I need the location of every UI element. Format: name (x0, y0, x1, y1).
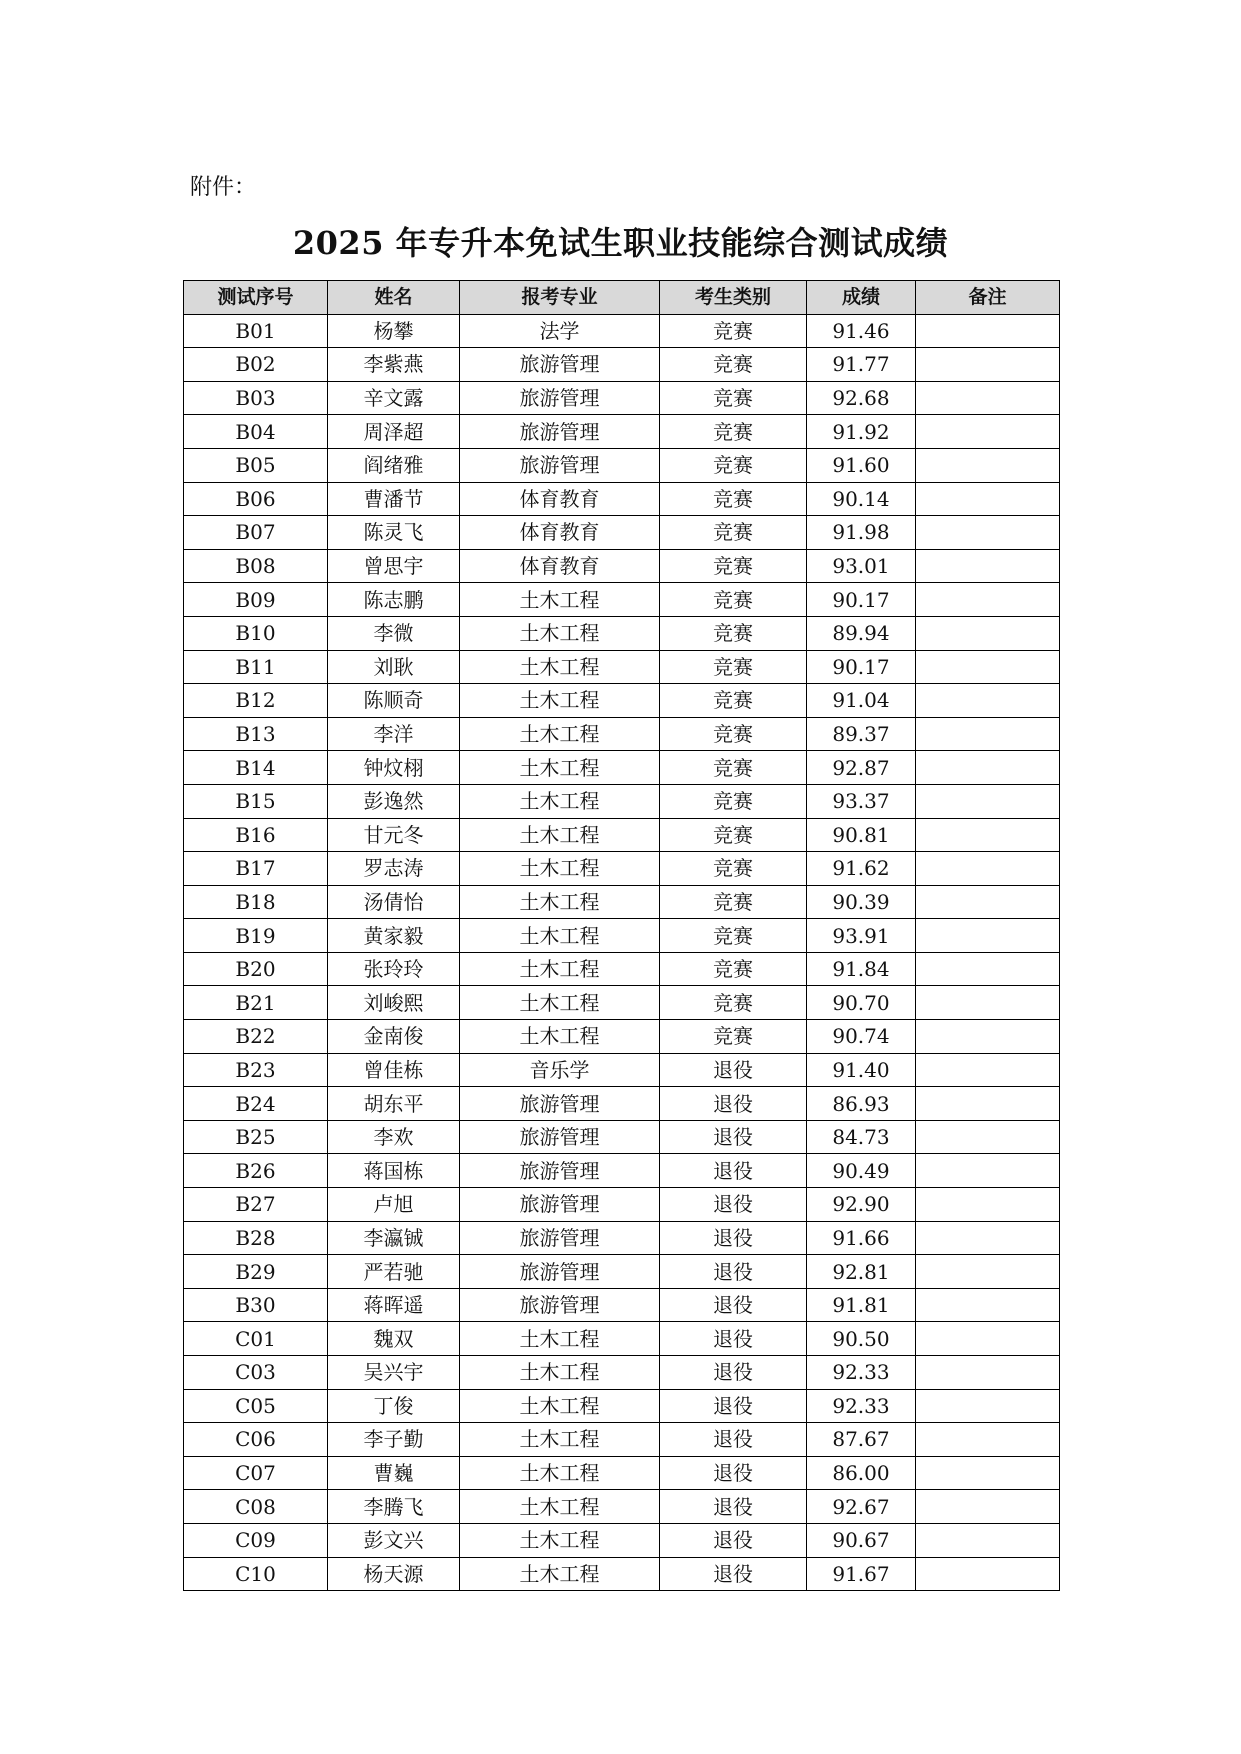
remarks-cell (916, 1423, 1060, 1457)
major-cell: 旅游管理 (460, 448, 660, 482)
test-number-cell: B05 (184, 448, 328, 482)
category-cell: 退役 (660, 1356, 807, 1390)
remarks-cell (916, 516, 1060, 550)
major-cell: 旅游管理 (460, 415, 660, 449)
score-cell: 92.33 (807, 1389, 916, 1423)
score-cell: 91.92 (807, 415, 916, 449)
test-number-cell: B04 (184, 415, 328, 449)
table-body (184, 314, 1060, 1591)
category-cell: 竞赛 (660, 717, 807, 751)
remarks-cell (916, 1087, 1060, 1121)
category-cell: 竞赛 (660, 650, 807, 684)
major-cell: 体育教育 (460, 482, 660, 516)
score-cell: 90.70 (807, 986, 916, 1020)
major-cell: 土木工程 (460, 952, 660, 986)
major-cell: 土木工程 (460, 1322, 660, 1356)
major-cell: 旅游管理 (460, 1120, 660, 1154)
remarks-cell (916, 616, 1060, 650)
major-cell: 旅游管理 (460, 1087, 660, 1121)
major-cell: 土木工程 (460, 919, 660, 953)
category-cell: 退役 (660, 1154, 807, 1188)
category-cell: 退役 (660, 1322, 807, 1356)
name-cell: 曾佳栋 (328, 1053, 460, 1087)
table-row (184, 650, 1060, 684)
score-cell: 91.98 (807, 516, 916, 550)
remarks-cell (916, 1356, 1060, 1390)
name-cell: 刘峻熙 (328, 986, 460, 1020)
category-cell: 竞赛 (660, 952, 807, 986)
name-cell: 吴兴宇 (328, 1356, 460, 1390)
name-cell: 甘元冬 (328, 818, 460, 852)
major-cell: 土木工程 (460, 885, 660, 919)
major-cell: 体育教育 (460, 549, 660, 583)
test-number-cell: B27 (184, 1188, 328, 1222)
remarks-cell (916, 1557, 1060, 1591)
remarks-cell (916, 885, 1060, 919)
remarks-cell (916, 751, 1060, 785)
table-row (184, 1154, 1060, 1188)
header-name: 姓名 (328, 281, 460, 315)
name-cell: 曹巍 (328, 1456, 460, 1490)
test-number-cell: B24 (184, 1087, 328, 1121)
table-row (184, 1255, 1060, 1289)
category-cell: 竞赛 (660, 818, 807, 852)
name-cell: 曹潘节 (328, 482, 460, 516)
category-cell: 竞赛 (660, 516, 807, 550)
category-cell: 退役 (660, 1490, 807, 1524)
major-cell: 土木工程 (460, 684, 660, 718)
test-number-cell: B17 (184, 852, 328, 886)
major-cell: 土木工程 (460, 1423, 660, 1457)
table-row (184, 549, 1060, 583)
remarks-cell (916, 1456, 1060, 1490)
table-row (184, 482, 1060, 516)
category-cell: 竞赛 (660, 381, 807, 415)
category-cell: 竞赛 (660, 549, 807, 583)
score-cell: 90.17 (807, 583, 916, 617)
remarks-cell (916, 1020, 1060, 1054)
name-cell: 严若驰 (328, 1255, 460, 1289)
remarks-cell (916, 952, 1060, 986)
remarks-cell (916, 314, 1060, 348)
table-row (184, 415, 1060, 449)
test-number-cell: B15 (184, 784, 328, 818)
major-cell: 土木工程 (460, 818, 660, 852)
major-cell: 旅游管理 (460, 1288, 660, 1322)
score-cell: 92.81 (807, 1255, 916, 1289)
category-cell: 竞赛 (660, 1020, 807, 1054)
major-cell: 土木工程 (460, 1456, 660, 1490)
test-number-cell: B01 (184, 314, 328, 348)
category-cell: 退役 (660, 1456, 807, 1490)
major-cell: 旅游管理 (460, 381, 660, 415)
name-cell: 李洋 (328, 717, 460, 751)
test-number-cell: B12 (184, 684, 328, 718)
table-row (184, 448, 1060, 482)
category-cell: 竞赛 (660, 919, 807, 953)
test-number-cell: B07 (184, 516, 328, 550)
test-number-cell: B21 (184, 986, 328, 1020)
score-cell: 91.62 (807, 852, 916, 886)
name-cell: 李微 (328, 616, 460, 650)
remarks-cell (916, 448, 1060, 482)
document-title: 2025 年专升本免试生职业技能综合测试成绩 (292, 224, 949, 262)
remarks-cell (916, 1523, 1060, 1557)
remarks-cell (916, 415, 1060, 449)
category-cell: 退役 (660, 1188, 807, 1222)
major-cell: 旅游管理 (460, 1221, 660, 1255)
header-remarks: 备注 (916, 281, 1060, 315)
test-number-cell: B20 (184, 952, 328, 986)
test-number-cell: B09 (184, 583, 328, 617)
major-cell: 土木工程 (460, 1020, 660, 1054)
category-cell: 竞赛 (660, 751, 807, 785)
score-cell: 90.49 (807, 1154, 916, 1188)
table-row (184, 852, 1060, 886)
remarks-cell (916, 1490, 1060, 1524)
score-cell: 84.73 (807, 1120, 916, 1154)
score-cell: 92.90 (807, 1188, 916, 1222)
attachment-label: 附件： (190, 175, 257, 200)
name-cell: 李欢 (328, 1120, 460, 1154)
name-cell: 刘耿 (328, 650, 460, 684)
major-cell: 土木工程 (460, 1490, 660, 1524)
remarks-cell (916, 717, 1060, 751)
score-cell: 90.39 (807, 885, 916, 919)
table-row (184, 1490, 1060, 1524)
major-cell: 旅游管理 (460, 1154, 660, 1188)
table-row (184, 616, 1060, 650)
remarks-cell (916, 650, 1060, 684)
major-cell: 土木工程 (460, 852, 660, 886)
table-row (184, 1188, 1060, 1222)
table-row (184, 1456, 1060, 1490)
score-cell: 91.67 (807, 1557, 916, 1591)
category-cell: 退役 (660, 1557, 807, 1591)
remarks-cell (916, 986, 1060, 1020)
score-table (183, 280, 1060, 1591)
score-cell: 93.01 (807, 549, 916, 583)
name-cell: 陈灵飞 (328, 516, 460, 550)
category-cell: 退役 (660, 1423, 807, 1457)
score-cell: 91.04 (807, 684, 916, 718)
table-row (184, 314, 1060, 348)
category-cell: 竞赛 (660, 415, 807, 449)
score-cell: 89.37 (807, 717, 916, 751)
remarks-cell (916, 381, 1060, 415)
name-cell: 胡东平 (328, 1087, 460, 1121)
test-number-cell: B26 (184, 1154, 328, 1188)
remarks-cell (916, 784, 1060, 818)
name-cell: 汤倩怡 (328, 885, 460, 919)
name-cell: 张玲玲 (328, 952, 460, 986)
major-cell: 土木工程 (460, 751, 660, 785)
score-cell: 89.94 (807, 616, 916, 650)
score-cell: 90.74 (807, 1020, 916, 1054)
major-cell: 土木工程 (460, 784, 660, 818)
score-cell: 91.60 (807, 448, 916, 482)
test-number-cell: B16 (184, 818, 328, 852)
test-number-cell: B06 (184, 482, 328, 516)
name-cell: 蒋晖遥 (328, 1288, 460, 1322)
test-number-cell: B28 (184, 1221, 328, 1255)
name-cell: 蒋国栋 (328, 1154, 460, 1188)
remarks-cell (916, 549, 1060, 583)
score-cell: 90.14 (807, 482, 916, 516)
remarks-cell (916, 852, 1060, 886)
test-number-cell: C08 (184, 1490, 328, 1524)
test-number-cell: B13 (184, 717, 328, 751)
test-number-cell: C06 (184, 1423, 328, 1457)
major-cell: 土木工程 (460, 1523, 660, 1557)
remarks-cell (916, 684, 1060, 718)
remarks-cell (916, 1288, 1060, 1322)
table-row (184, 818, 1060, 852)
score-cell: 92.33 (807, 1356, 916, 1390)
table-row (184, 1120, 1060, 1154)
test-number-cell: B23 (184, 1053, 328, 1087)
table-row (184, 1423, 1060, 1457)
table-row (184, 1356, 1060, 1390)
table-row (184, 516, 1060, 550)
test-number-cell: B18 (184, 885, 328, 919)
table-row (184, 1322, 1060, 1356)
remarks-cell (916, 1120, 1060, 1154)
table-row (184, 885, 1060, 919)
table-row (184, 1221, 1060, 1255)
score-cell: 90.67 (807, 1523, 916, 1557)
table-row (184, 1020, 1060, 1054)
name-cell: 钟炆栩 (328, 751, 460, 785)
test-number-cell: B19 (184, 919, 328, 953)
category-cell: 竞赛 (660, 583, 807, 617)
score-cell: 91.66 (807, 1221, 916, 1255)
score-cell: 92.68 (807, 381, 916, 415)
name-cell: 周泽超 (328, 415, 460, 449)
major-cell: 土木工程 (460, 986, 660, 1020)
major-cell: 土木工程 (460, 650, 660, 684)
remarks-cell (916, 583, 1060, 617)
name-cell: 李紫燕 (328, 348, 460, 382)
table-header-row (184, 281, 1060, 315)
score-cell: 86.00 (807, 1456, 916, 1490)
major-cell: 土木工程 (460, 616, 660, 650)
score-cell: 93.37 (807, 784, 916, 818)
test-number-cell: B10 (184, 616, 328, 650)
major-cell: 土木工程 (460, 1389, 660, 1423)
score-cell: 90.17 (807, 650, 916, 684)
name-cell: 阎绪雅 (328, 448, 460, 482)
remarks-cell (916, 1255, 1060, 1289)
name-cell: 曾思宇 (328, 549, 460, 583)
name-cell: 卢旭 (328, 1188, 460, 1222)
remarks-cell (916, 919, 1060, 953)
header-test-number: 测试序号 (184, 281, 328, 315)
test-number-cell: B25 (184, 1120, 328, 1154)
category-cell: 退役 (660, 1523, 807, 1557)
score-cell: 92.87 (807, 751, 916, 785)
test-number-cell: B08 (184, 549, 328, 583)
table-row (184, 784, 1060, 818)
table-row (184, 1087, 1060, 1121)
test-number-cell: B11 (184, 650, 328, 684)
table-row (184, 751, 1060, 785)
test-number-cell: C10 (184, 1557, 328, 1591)
test-number-cell: B02 (184, 348, 328, 382)
score-cell: 91.81 (807, 1288, 916, 1322)
category-cell: 退役 (660, 1288, 807, 1322)
table-row (184, 1557, 1060, 1591)
remarks-cell (916, 348, 1060, 382)
table-row (184, 717, 1060, 751)
category-cell: 退役 (660, 1221, 807, 1255)
score-cell: 93.91 (807, 919, 916, 953)
name-cell: 陈志鹏 (328, 583, 460, 617)
category-cell: 竞赛 (660, 448, 807, 482)
name-cell: 黄家毅 (328, 919, 460, 953)
remarks-cell (916, 818, 1060, 852)
major-cell: 旅游管理 (460, 1255, 660, 1289)
table-row (184, 583, 1060, 617)
major-cell: 旅游管理 (460, 348, 660, 382)
major-cell: 法学 (460, 314, 660, 348)
category-cell: 竞赛 (660, 348, 807, 382)
table-row (184, 684, 1060, 718)
table-row (184, 381, 1060, 415)
category-cell: 退役 (660, 1120, 807, 1154)
category-cell: 竞赛 (660, 885, 807, 919)
name-cell: 杨天源 (328, 1557, 460, 1591)
major-cell: 土木工程 (460, 1356, 660, 1390)
name-cell: 李瀛铖 (328, 1221, 460, 1255)
category-cell: 退役 (660, 1255, 807, 1289)
name-cell: 李子勤 (328, 1423, 460, 1457)
header-category: 考生类别 (660, 281, 807, 315)
major-cell: 土木工程 (460, 583, 660, 617)
score-cell: 86.93 (807, 1087, 916, 1121)
score-cell: 90.50 (807, 1322, 916, 1356)
major-cell: 土木工程 (460, 1557, 660, 1591)
header-score: 成绩 (807, 281, 916, 315)
category-cell: 退役 (660, 1053, 807, 1087)
test-number-cell: B30 (184, 1288, 328, 1322)
name-cell: 彭文兴 (328, 1523, 460, 1557)
score-cell: 91.84 (807, 952, 916, 986)
score-cell: 91.46 (807, 314, 916, 348)
test-number-cell: C07 (184, 1456, 328, 1490)
test-number-cell: B03 (184, 381, 328, 415)
category-cell: 竞赛 (660, 784, 807, 818)
category-cell: 退役 (660, 1389, 807, 1423)
name-cell: 陈顺奇 (328, 684, 460, 718)
remarks-cell (916, 1188, 1060, 1222)
major-cell: 旅游管理 (460, 1188, 660, 1222)
score-cell: 91.40 (807, 1053, 916, 1087)
test-number-cell: B14 (184, 751, 328, 785)
major-cell: 土木工程 (460, 717, 660, 751)
remarks-cell (916, 1053, 1060, 1087)
category-cell: 退役 (660, 1087, 807, 1121)
table-row (184, 348, 1060, 382)
category-cell: 竞赛 (660, 684, 807, 718)
remarks-cell (916, 1389, 1060, 1423)
test-number-cell: C09 (184, 1523, 328, 1557)
table-row (184, 1523, 1060, 1557)
test-number-cell: C01 (184, 1322, 328, 1356)
test-number-cell: B29 (184, 1255, 328, 1289)
remarks-cell (916, 482, 1060, 516)
score-cell: 90.81 (807, 818, 916, 852)
category-cell: 竞赛 (660, 616, 807, 650)
table-row (184, 1053, 1060, 1087)
test-number-cell: C05 (184, 1389, 328, 1423)
table-row (184, 919, 1060, 953)
category-cell: 竞赛 (660, 852, 807, 886)
score-cell: 87.67 (807, 1423, 916, 1457)
name-cell: 辛文露 (328, 381, 460, 415)
remarks-cell (916, 1322, 1060, 1356)
name-cell: 杨攀 (328, 314, 460, 348)
name-cell: 魏双 (328, 1322, 460, 1356)
category-cell: 竞赛 (660, 482, 807, 516)
remarks-cell (916, 1154, 1060, 1188)
test-number-cell: B22 (184, 1020, 328, 1054)
major-cell: 体育教育 (460, 516, 660, 550)
test-number-cell: C03 (184, 1356, 328, 1390)
category-cell: 竞赛 (660, 986, 807, 1020)
score-cell: 91.77 (807, 348, 916, 382)
name-cell: 罗志涛 (328, 852, 460, 886)
category-cell: 竞赛 (660, 314, 807, 348)
table-row (184, 986, 1060, 1020)
table-row (184, 1389, 1060, 1423)
major-cell: 音乐学 (460, 1053, 660, 1087)
name-cell: 李腾飞 (328, 1490, 460, 1524)
name-cell: 丁俊 (328, 1389, 460, 1423)
table-row (184, 952, 1060, 986)
name-cell: 金南俊 (328, 1020, 460, 1054)
table-row (184, 1288, 1060, 1322)
name-cell: 彭逸然 (328, 784, 460, 818)
score-cell: 92.67 (807, 1490, 916, 1524)
header-major: 报考专业 (460, 281, 660, 315)
remarks-cell (916, 1221, 1060, 1255)
